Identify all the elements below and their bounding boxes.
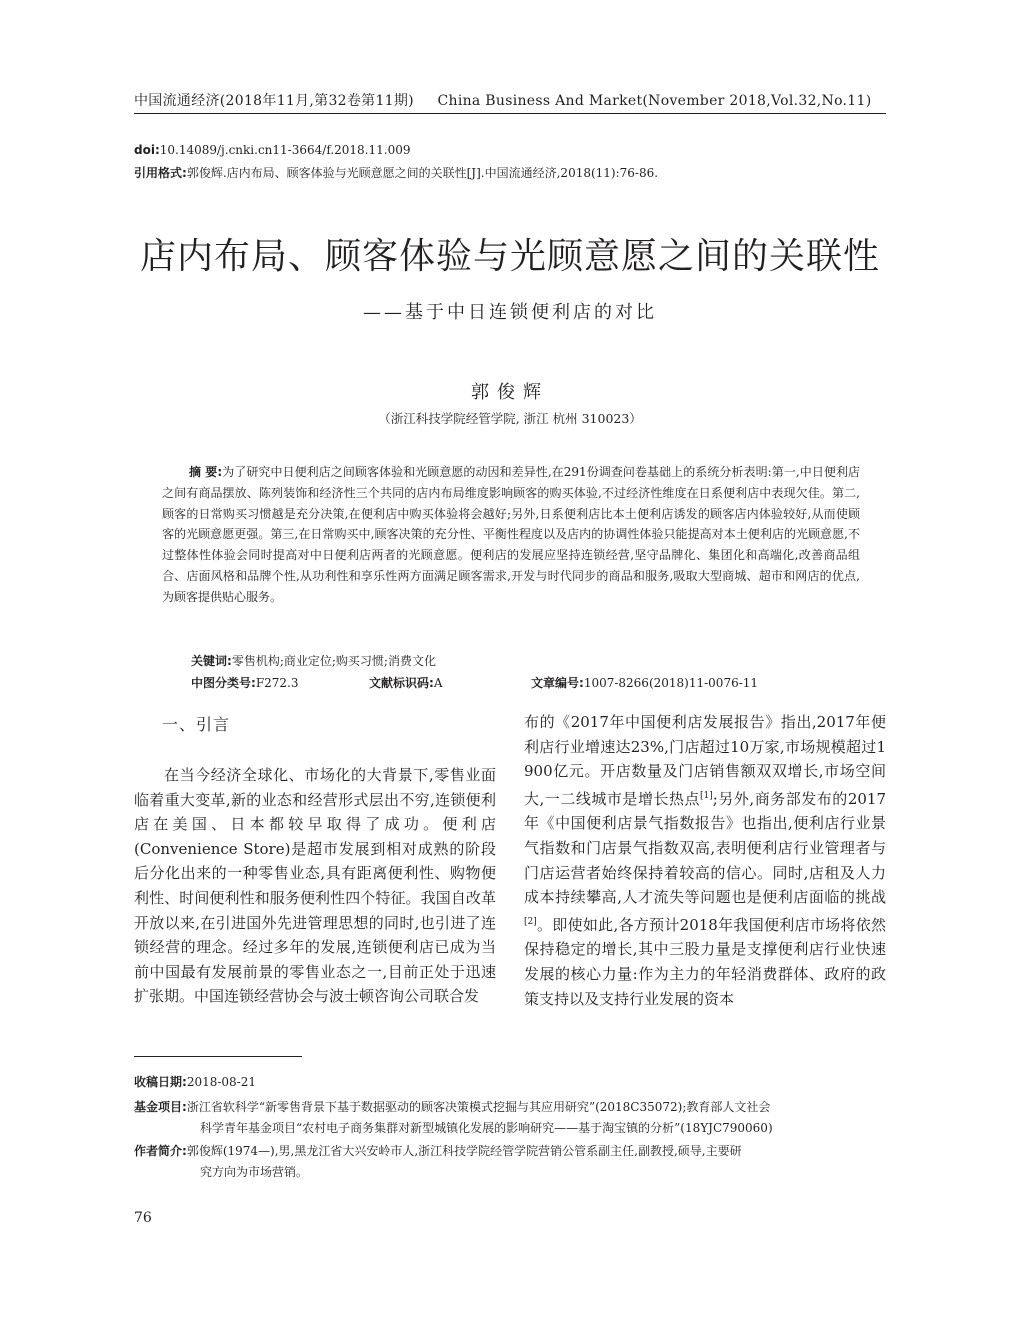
author-name: 郭俊辉 bbox=[471, 382, 549, 403]
keywords-label: 关键词: bbox=[191, 654, 232, 668]
document-code-value: A bbox=[433, 676, 443, 690]
doi-line bbox=[134, 143, 410, 157]
bio-line-2: 究方向为市场营销。 bbox=[200, 1165, 309, 1179]
author-affiliation: （浙江科技学院经管学院, 浙江 杭州 310023） bbox=[378, 411, 642, 426]
section-heading: 一、引言 bbox=[162, 715, 231, 734]
journal-cn: 中国流通经济(2018年11月,第32卷第11期) bbox=[134, 93, 414, 109]
article-number-value: 1007-8266(2018)11-0076-11 bbox=[583, 676, 759, 690]
citation-line bbox=[134, 164, 658, 181]
received-label: 收稿日期: bbox=[134, 1075, 187, 1089]
bio-line-1: 郭俊辉(1974—),男,黑龙江省大兴安岭市人,浙江科技学院经管学院营销公管系副主任,副教授,硕导,主要研 bbox=[186, 1144, 742, 1158]
fund-line-1: 浙江省软科学“新零售背景下基于数据驱动的顾客决策模式挖掘与其应用研究”(2018C35072);教育部人文社会 bbox=[186, 1100, 771, 1114]
keywords bbox=[191, 652, 436, 669]
abstract-label: 摘 要: bbox=[189, 465, 223, 479]
article-number-label: 文章编号: bbox=[531, 676, 584, 690]
received-date bbox=[134, 1072, 888, 1093]
article-number bbox=[531, 674, 758, 691]
body-right-column bbox=[524, 710, 886, 1011]
document-code bbox=[369, 674, 442, 691]
running-header bbox=[134, 90, 886, 110]
reference-2: [2] bbox=[524, 916, 537, 927]
keywords-text: 零售机构;商业定位;购买习惯;消费文化 bbox=[231, 654, 436, 668]
paper-subtitle: ——基于中日连锁便利店的对比 bbox=[363, 302, 657, 323]
body-left-column: 在当今经济全球化、市场化的大背景下,零售业面临着重大变革,新的业态和经营形式层出不穷,连锁便利店在美国、日本都较早取得了成功。便利店(Convenience Store)是超市发展到相对成熟的阶段后分化出来的一种零售业态,具有距离便利性、购物便利性、时间便利性和服务便利性四个特征。我国自改革开放以来,在引进国外先进管理思想的同时,也引进了连锁经营的理念。经过多年的发展,连锁便利店已成为当前中国最有发展前景的零售业态之一,目前正处于迅速扩张期。中国连锁经营协会与波士顿咨询公司联合发 bbox=[134, 766, 496, 1006]
reference-1: [1] bbox=[700, 790, 713, 801]
citation-label: 引用格式: bbox=[134, 166, 187, 180]
fund-line-2: 科学青年基金项目“农村电子商务集群对新型城镇化发展的影响研究——基于淘宝镇的分析”(18YJC790060) bbox=[200, 1121, 773, 1135]
fund-info bbox=[134, 1097, 888, 1139]
fund-label: 基金项目: bbox=[134, 1100, 187, 1114]
document-code-label: 文献标识码: bbox=[369, 676, 434, 690]
footnote-rule bbox=[134, 1056, 302, 1057]
doi-label: doi: bbox=[134, 143, 160, 157]
received-value: 2018-08-21 bbox=[186, 1075, 256, 1089]
citation-value: 郭俊辉.店内布局、顾客体验与光顾意愿之间的关联性[J].中国流通经济,2018(11):76-86. bbox=[186, 166, 659, 180]
clc-value: F272.3 bbox=[255, 676, 299, 690]
header-rule bbox=[134, 113, 886, 114]
page-number: 76 bbox=[134, 1210, 152, 1226]
doi-value: 10.14089/j.cnki.cn11-3664/f.2018.11.009 bbox=[159, 143, 411, 157]
author-bio bbox=[134, 1141, 888, 1183]
clc-label: 中图分类号: bbox=[191, 676, 256, 690]
abstract bbox=[162, 462, 860, 608]
clc-number bbox=[191, 674, 299, 691]
abstract-text: 为了研究中日便利店之间顾客体验和光顾意愿的动因和差异性,在291份调查问卷基础上的系统分析表明:第一,中日便利店之间有商品摆放、陈列装饰和经济性三个共同的店内布局维度影响顾客的购买体验,不过经济性维度在日系便利店中表现欠佳。第二,顾客的日常购买习惯越是充分决策,在便利店中购买体验将会越好;另外,日系便利店比本土便利店诱发的顾客店内体验较好,从而使顾客的光顾意愿更强。第三,在日常购买中,顾客决策的充分性、平衡性程度以及店内的协调性体验只能提高对本土便利店的光顾意愿,不过整体性体验会同时提高对中日便利店两者的光顾意愿。便利店的发展应坚持连锁经营,坚守品牌化、集团化和高端化,改善商品组合、店面风格和品牌个性,从功利性和享乐性两方面满足顾客需求,开发与时代同步的商品和服务,吸取大型商城、超市和网店的优点,为顾客提供贴心服务。 bbox=[162, 465, 860, 604]
body-right-text-c: 。即使如此,各方预计2018年我国便利店市场将依然保持稳定的增长,其中三股力量是支撑便利店行业快速发展的核心力量:作为主力的年轻消费群体、政府的政策支持以及支持行业发展的资本 bbox=[524, 915, 886, 1008]
body-right-text-b: ;另外,商务部发布的2017年《中国便利店景气指数报告》也指出,便利店行业景气指数和门店景气指数双高,表明便利店行业管理者与门店运营者始终保持着较高的信心。同时,店租及人力成本持续攀高,人才流失等问题也是便利店面临的挑战 bbox=[524, 789, 886, 907]
body-right-text-a: 布的《2017年中国便利店发展报告》指出,2017年便利店行业增速达23%,门店超过10万家,市场规模超过1 900亿元。开店数量及门店销售额双双增长,市场空间大,一二线城市是增长热点 bbox=[524, 713, 886, 808]
journal-en: China Business And Market(November 2018,Vol.32,No.11) bbox=[437, 93, 872, 109]
paper-title: 店内布局、顾客体验与光顾意愿之间的关联性 bbox=[139, 236, 880, 277]
bio-label: 作者简介: bbox=[134, 1144, 187, 1158]
